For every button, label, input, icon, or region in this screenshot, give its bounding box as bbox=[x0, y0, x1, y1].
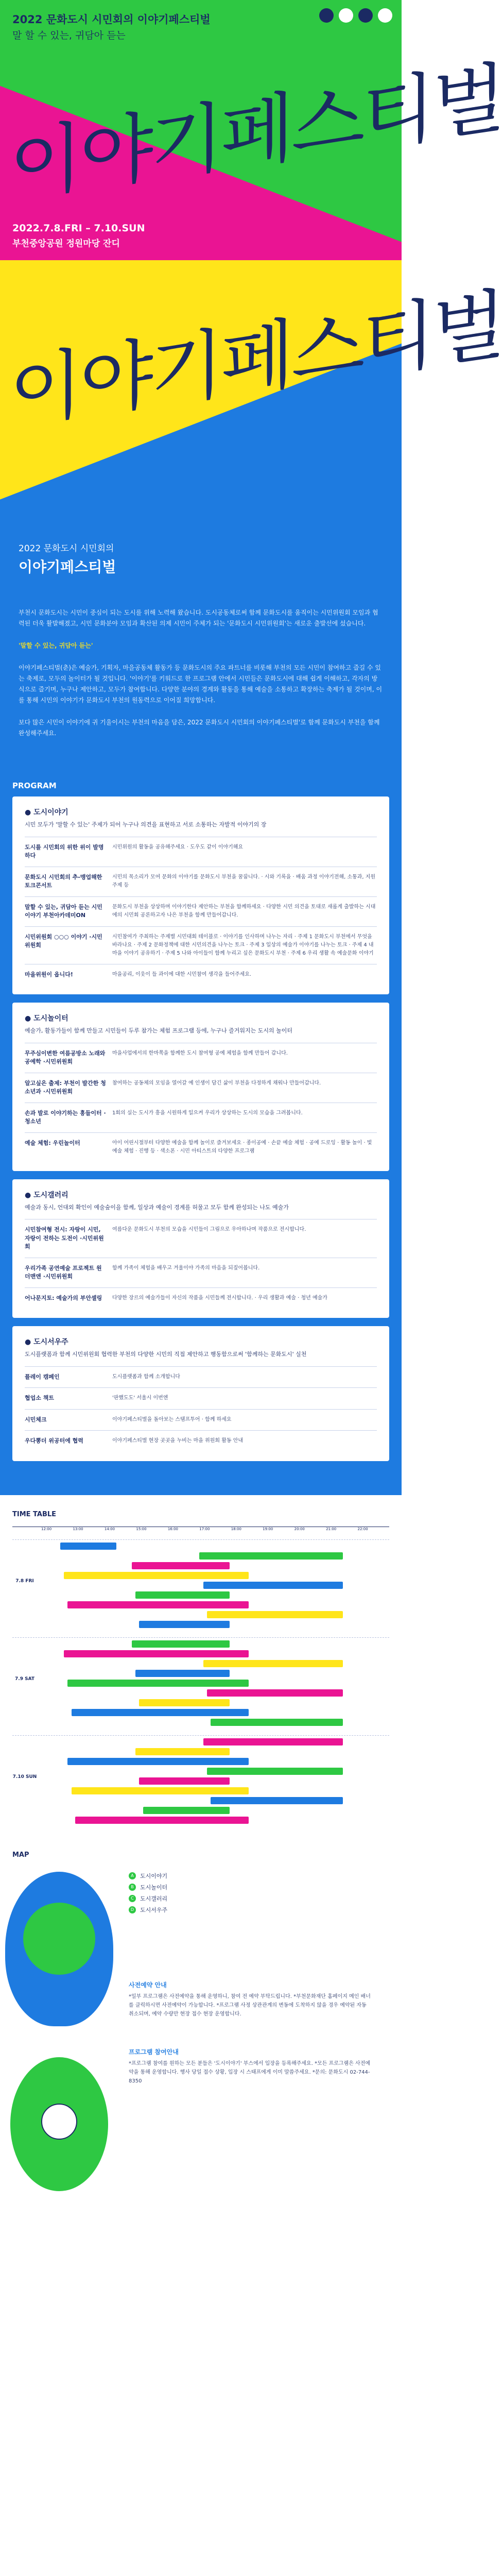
hero-big-text: 이야기페스티벌 bbox=[9, 53, 503, 212]
program-row-name: 손과 발로 이야기하는 흥들이터 ·청소년 bbox=[25, 1109, 106, 1125]
program-row-name: 우리가족 공연예술 프로젝트 원더맨앤 ·시민위원회 bbox=[25, 1264, 102, 1280]
sponsor-logo bbox=[319, 8, 334, 23]
hero-venue: 부천중앙공원 정원마당 잔디 bbox=[12, 239, 120, 249]
program-row-desc: 도시플랫폼과 함께 소개합니다 bbox=[112, 1374, 180, 1380]
timetable-hour: 22:00 bbox=[357, 1527, 368, 1531]
program-card-lead: 도시플랫폼과 함께 시민위원회 협력한 부천의 다양한 시민의 직접 제안하고 행동함으로써 '함께하는 문화도시' 실천 bbox=[25, 1351, 307, 1358]
map-legend-label: 도시서우주 bbox=[140, 1906, 168, 1913]
program-row bbox=[25, 1366, 377, 1388]
map-legend-label: 도시갤러리 bbox=[140, 1895, 168, 1902]
hero-date: 2022.7.8.FRI – 7.10.SUN bbox=[12, 223, 145, 234]
program-row-desc: 다양한 장르의 예술가들이 자신의 작품을 시민들께 전시합니다. · 우리 생활과 예술 · 청년 예술가 bbox=[112, 1295, 327, 1301]
map-heading: MAP bbox=[12, 1851, 29, 1859]
timetable-day-label: 7.8 FRI bbox=[15, 1578, 34, 1584]
timetable-hour: 12:00 bbox=[41, 1527, 52, 1531]
program-row-name: 어나문지토: 예술가의 부안셀링 bbox=[25, 1294, 102, 1301]
program-row bbox=[25, 1430, 377, 1452]
program-row-name: 도시를 시민회의 위한 위이 발명하다 bbox=[25, 843, 104, 859]
timetable-hour: 15:00 bbox=[136, 1527, 147, 1531]
program-card bbox=[12, 796, 389, 994]
map-legend-item bbox=[129, 1894, 167, 1903]
intro-paragraph: 보다 많은 시민이 이야기에 귀 기울이시는 부천의 마음을 담은, 2022 문화도시 시민회의 이야기페스티벌'로 함께 문화도시 부천을 함께 완성해주세요. bbox=[19, 719, 380, 737]
intro-title: 이야기페스티벌 bbox=[19, 558, 116, 575]
program-row-desc: 마을사업에서의 한마쪽을 함께한 도시 참여형 공예 체험을 함께 만들어 갑니다. bbox=[112, 1050, 288, 1056]
program-card-title: ● 도시갤러리 bbox=[25, 1191, 68, 1199]
program-row bbox=[25, 926, 377, 964]
timetable-session-bar bbox=[207, 1689, 343, 1697]
program-row-name: 예술 체험: 우린놀이터 bbox=[25, 1139, 80, 1146]
participation-notice-body: *프로그램 참여를 원하는 모든 분들은 '도시이야기' 부스에서 입장을 등록해주세요. *모든 프로그램은 사전예약을 통해 운영합니다. 행사 당일 접수 상황, 입장 시 스태프에게 이미 말씀주세요. *문의: 문화도시 02-744-8350 bbox=[129, 2061, 371, 2084]
timetable-session-bar bbox=[199, 1552, 342, 1560]
program-card bbox=[12, 1179, 389, 1318]
timetable-session-bar bbox=[72, 1787, 249, 1794]
reservation-notice-body: *일부 프로그램은 사전예약을 통해 운영하니, 참여 전 예약 부탁드립니다. *부천문화재단 홈페이지 메인 배너를 클릭하시면 사전예약이 가능합니다. *프로그램 사정 상관관계의 변동에 도착하지 않을 경우 예약된 자동 취소되며, 예약 수량만 현장 접수 현장 운영합니다. bbox=[129, 1994, 371, 2018]
timetable-hour: 17:00 bbox=[199, 1527, 210, 1531]
reservation-notice-title: 사전예약 안내 bbox=[129, 1981, 167, 1989]
timetable-section bbox=[0, 1495, 402, 1841]
program-card-lead: 예술가, 활동가들이 함께 만들고 시민들이 두루 참가는 체험 프로그램 등에, 누구나 즐거워지는 도시의 놀이터 bbox=[25, 1027, 292, 1035]
program-row-name: 시민위원회 ○○○ 이야기 ·시민위원회 bbox=[25, 933, 102, 949]
timetable-session-bar bbox=[135, 1591, 230, 1599]
timetable-session-bar bbox=[64, 1572, 249, 1579]
timetable-heading: TIME TABLE bbox=[12, 1510, 57, 1518]
program-row bbox=[25, 837, 377, 867]
program-cards bbox=[12, 796, 389, 1461]
timetable-session-bar bbox=[139, 1777, 230, 1785]
program-row-name: 알고싶은 출제: 부천이 발간한 청소년과 ·시민위원회 bbox=[25, 1079, 106, 1095]
timetable-day-label: 7.10 SUN bbox=[12, 1774, 37, 1780]
timetable-session-bar bbox=[64, 1650, 249, 1657]
timetable-hour: 13:00 bbox=[73, 1527, 83, 1531]
timetable-session-bar bbox=[211, 1719, 342, 1726]
map-section bbox=[0, 1841, 402, 2212]
intro-section bbox=[0, 520, 402, 781]
program-row bbox=[25, 1258, 377, 1287]
sponsor-logo bbox=[358, 8, 373, 23]
timetable-session-bar bbox=[135, 1670, 230, 1677]
hero-title: 2022 문화도시 시민회의 이야기페스티벌 bbox=[12, 13, 211, 26]
map-center bbox=[41, 2104, 77, 2140]
timetable-session-bar bbox=[67, 1601, 248, 1608]
map-marker-icon: A bbox=[129, 1872, 136, 1879]
program-row-desc: 아이 어린시절부터 다양한 예술을 함께 놀이로 즐겨보세요 · 종이공예 · 손끝 예술 체험 · 공예 드로잉 · 활동 놀이 · 빛 예술 체험 · 진행 등 · 색소폰 · 시민 아티스트의 다양한 프로그램 bbox=[112, 1140, 372, 1154]
timetable-session-bar bbox=[132, 1640, 230, 1648]
timetable-session-bar bbox=[203, 1738, 343, 1745]
map-marker-icon: D bbox=[129, 1906, 136, 1913]
timetable-hours bbox=[41, 1527, 389, 1535]
timetable-divider bbox=[12, 1735, 389, 1736]
timetable-day-label: 7.9 SAT bbox=[15, 1676, 34, 1682]
intro-kicker: 2022 문화도시 시민회의 bbox=[19, 544, 114, 554]
reservation-notice bbox=[129, 1980, 371, 2019]
program-row-name: 시민참여형 전시: 자랑이 시민, 자랑이 전하는 도전이 ·시민위원회 bbox=[25, 1226, 104, 1250]
program-row-name: 우다뽕더 위공터에 협력 bbox=[25, 1437, 83, 1445]
map-marker-icon: C bbox=[129, 1895, 136, 1902]
map-legend-label: 도시놀이터 bbox=[140, 1884, 168, 1891]
participation-notice-title: 프로그램 참여안내 bbox=[129, 2048, 179, 2056]
map-park-inner bbox=[23, 1903, 95, 1975]
sponsor-logos bbox=[319, 8, 392, 23]
hero-banner bbox=[0, 0, 503, 520]
map-marker-icon: B bbox=[129, 1884, 136, 1891]
timetable-session-bar bbox=[207, 1611, 343, 1618]
timetable-hour: 20:00 bbox=[294, 1527, 305, 1531]
program-row-name: 협업소 책트 bbox=[25, 1395, 54, 1402]
program-row bbox=[25, 1387, 377, 1409]
program-row-desc: '판했도도' 서울시 이번엔 bbox=[112, 1395, 168, 1401]
program-card-lead: 예술과 동시, 언대외 확인이 예술숲이을 함께, 일상과 예술이 경계를 허물고 모두 함께 완성되는 나도 예술가 bbox=[25, 1204, 289, 1211]
program-row bbox=[25, 1287, 377, 1309]
hero-subtitle: 말 할 수 있는, 귀담아 듣는 bbox=[12, 30, 126, 41]
map-legend-label: 도시이야기 bbox=[140, 1872, 168, 1879]
program-row-desc: 마을공리, 이웃이 들 과이에 대한 시민참여 생각을 들어주세요. bbox=[112, 971, 252, 977]
program-row-desc: 참여하는 공동체의 모임을 열어갈 예 인생이 담긴 삶이 부천을 다정하게 채워나 만들어갑니다. bbox=[112, 1080, 321, 1086]
intro-quote: '말할 수 있는, 귀담아 듣는' bbox=[19, 642, 93, 649]
sponsor-logo bbox=[339, 8, 353, 23]
timetable-grid bbox=[12, 1527, 389, 1825]
timetable-session-bar bbox=[72, 1709, 249, 1716]
program-row bbox=[25, 1073, 377, 1103]
program-row bbox=[25, 1409, 377, 1431]
program-row-name: 문화도시 시민회의 추-맹업해한 토크콘서트 bbox=[25, 873, 102, 889]
timetable-divider bbox=[12, 1637, 389, 1638]
program-card bbox=[12, 1003, 389, 1171]
program-row bbox=[25, 964, 377, 986]
program-card-lead: 시민 모두가 '말할 수 있는' 주제가 되어 누구나 의견을 표현하고 서로 소통하는 자발적 이야기의 장 bbox=[25, 821, 267, 828]
program-row bbox=[25, 896, 377, 926]
program-row bbox=[25, 1219, 377, 1258]
program-card-title: ● 도시놀이터 bbox=[25, 1014, 68, 1023]
program-row bbox=[25, 867, 377, 896]
timetable-session-bar bbox=[75, 1817, 249, 1824]
program-row-name: 무주심이변한 여름공방소 노래와 공예학 ·시민위원회 bbox=[25, 1049, 106, 1065]
program-heading: PROGRAM bbox=[12, 781, 57, 790]
timetable-session-bar bbox=[143, 1807, 230, 1814]
timetable-hour: 19:00 bbox=[263, 1527, 273, 1531]
program-card bbox=[12, 1326, 389, 1461]
map-legend bbox=[129, 1872, 167, 1917]
program-row bbox=[25, 1132, 377, 1162]
program-card-title: ● 도시서우주 bbox=[25, 1338, 68, 1347]
program-row-name: 시민체크 bbox=[25, 1416, 47, 1423]
program-row-name: 말할 수 있는, 귀담아 듣는 시민이야기 부천아카데미ON bbox=[25, 903, 102, 919]
intro-paragraph: 이야기페스티벌(춘)은 예술가, 기획자, 마을공동체 활동가 등 문화도시의 주요 파트너를 비롯해 부천의 모든 시민이 참여하고 즐길 수 있는 축제로, 모두의 놀이터가 될 것입니다. '이야기'를 키워드로 한 프로그램 안에서 시민들은 문화도시에 대해 쉽게 이해하고, 각자의 방식으로 즐기며, 누구나 제안하고, 모두가 참여합니다. 다양한 분야의 경계와 활동을 통해 예술을 소통하고 확장하는 축제가 될 것이며, 이를 통해 시민의 이야기가 문화도시 부천의 원동력으로 이어질 희망합니다. bbox=[19, 664, 383, 704]
timetable-divider bbox=[12, 1539, 389, 1540]
program-row-name: 마을위원이 옵니다! bbox=[25, 971, 73, 978]
timetable-session-bar bbox=[135, 1748, 230, 1755]
program-row-desc: 여름다운 문화도시 부천의 모습을 시민들이 그림으로 우아하나며 작품으로 전시합니다. bbox=[112, 1227, 306, 1233]
timetable-session-bar bbox=[211, 1797, 342, 1804]
timetable-hour: 21:00 bbox=[326, 1527, 337, 1531]
program-row bbox=[25, 1043, 377, 1073]
program-row-desc: 함께 가족이 체험을 배우고 겨울이야 가족의 마음을 되짚어봅니다. bbox=[112, 1265, 260, 1271]
map-legend-item bbox=[129, 1872, 167, 1880]
timetable-session-bar bbox=[67, 1680, 248, 1687]
timetable-session-bar bbox=[139, 1699, 230, 1706]
hero-big-text-repeat: 이야기페스티벌 bbox=[9, 280, 503, 438]
program-row-desc: 문화도시 부천을 상상하며 이야기한다 제안하는 부천을 함께하세요 · 다양한 시민 의견을 토대로 새롭게 출발하는 시대에의 시민회 공론하고자 나은 부천을 함께 만들어갑니다. bbox=[112, 904, 376, 918]
program-row-name: 플레이 캠페인 bbox=[25, 1373, 60, 1380]
timetable-session-bar bbox=[60, 1543, 117, 1550]
timetable-session-bar bbox=[139, 1621, 230, 1628]
program-row-desc: 시민의 목소리가 모여 문화의 이야기를 문화도시 부천을 꿈꿉니다. · 시와 기록을 · 배움 과정 이야기전해, 소통과, 지원 주제 등 bbox=[112, 874, 376, 888]
timetable-session-bar bbox=[203, 1660, 343, 1667]
timetable-session-bar bbox=[203, 1582, 343, 1589]
intro-paragraph: 부천시 문화도시는 시민이 중심이 되는 도시를 위해 노력해 왔습니다. 도시공동체로써 함께 문화도시를 움직이는 시민위원회 모임과 협력된 더욱 활발해졌고, 시민 문화분야 모임과 확산된 의제 시민이 주체가 되는 '문화도시 시민위원회'는 새로운 출발선에 섰습니다. bbox=[19, 609, 378, 627]
program-row-desc: 1회의 실는 도시가 흥을 시원하게 일으켜 우리가 상상하는 도시의 모습을 그려봅니다. bbox=[112, 1110, 303, 1116]
sponsor-logo bbox=[378, 8, 392, 23]
program-row-desc: 이야기페스티벌 현장 곳곳을 누비는 마을 위원회 활동 안내 bbox=[112, 1438, 244, 1444]
program-row-desc: 시민위원의 활동을 공유해주세요 · 도우도 같이 이야기해요 bbox=[112, 844, 244, 850]
program-row-desc: 시민참여가 주최하는 주제별 시민대회 테이블로 · 이야기를 인사하며 나누는 자리 · 주제 1 문화도시 부천에서 무엇을 바라나요 · 주제 2 문화정책에 대한 시민의견을 나누는 토크 · 주제 3 일상의 예술가 이야기를 나누는 토크 · 주제 4 내 마을 이야기 공유하기 · 주제 5 나와 아이들이 함께 누리고 싶은 문화도시 부천 · 주제 6 우리 생활 속 예술문화 이야기 bbox=[112, 934, 374, 956]
timetable-hour: 18:00 bbox=[231, 1527, 241, 1531]
timetable-session-bar bbox=[67, 1758, 248, 1765]
program-section bbox=[0, 781, 402, 1495]
map-legend-item bbox=[129, 1906, 167, 1914]
program-row-desc: 이야기페스티벌을 돌아보는 스탬프투어 · 함께 하세요 bbox=[112, 1416, 232, 1422]
timetable-hour: 16:00 bbox=[167, 1527, 178, 1531]
participation-notice bbox=[129, 2047, 371, 2086]
timetable-hour: 14:00 bbox=[104, 1527, 115, 1531]
program-row bbox=[25, 1103, 377, 1132]
timetable-session-bar bbox=[132, 1562, 230, 1569]
program-card-title: ● 도시이야기 bbox=[25, 808, 68, 817]
map-legend-item bbox=[129, 1883, 167, 1891]
timetable-session-bar bbox=[207, 1768, 343, 1775]
